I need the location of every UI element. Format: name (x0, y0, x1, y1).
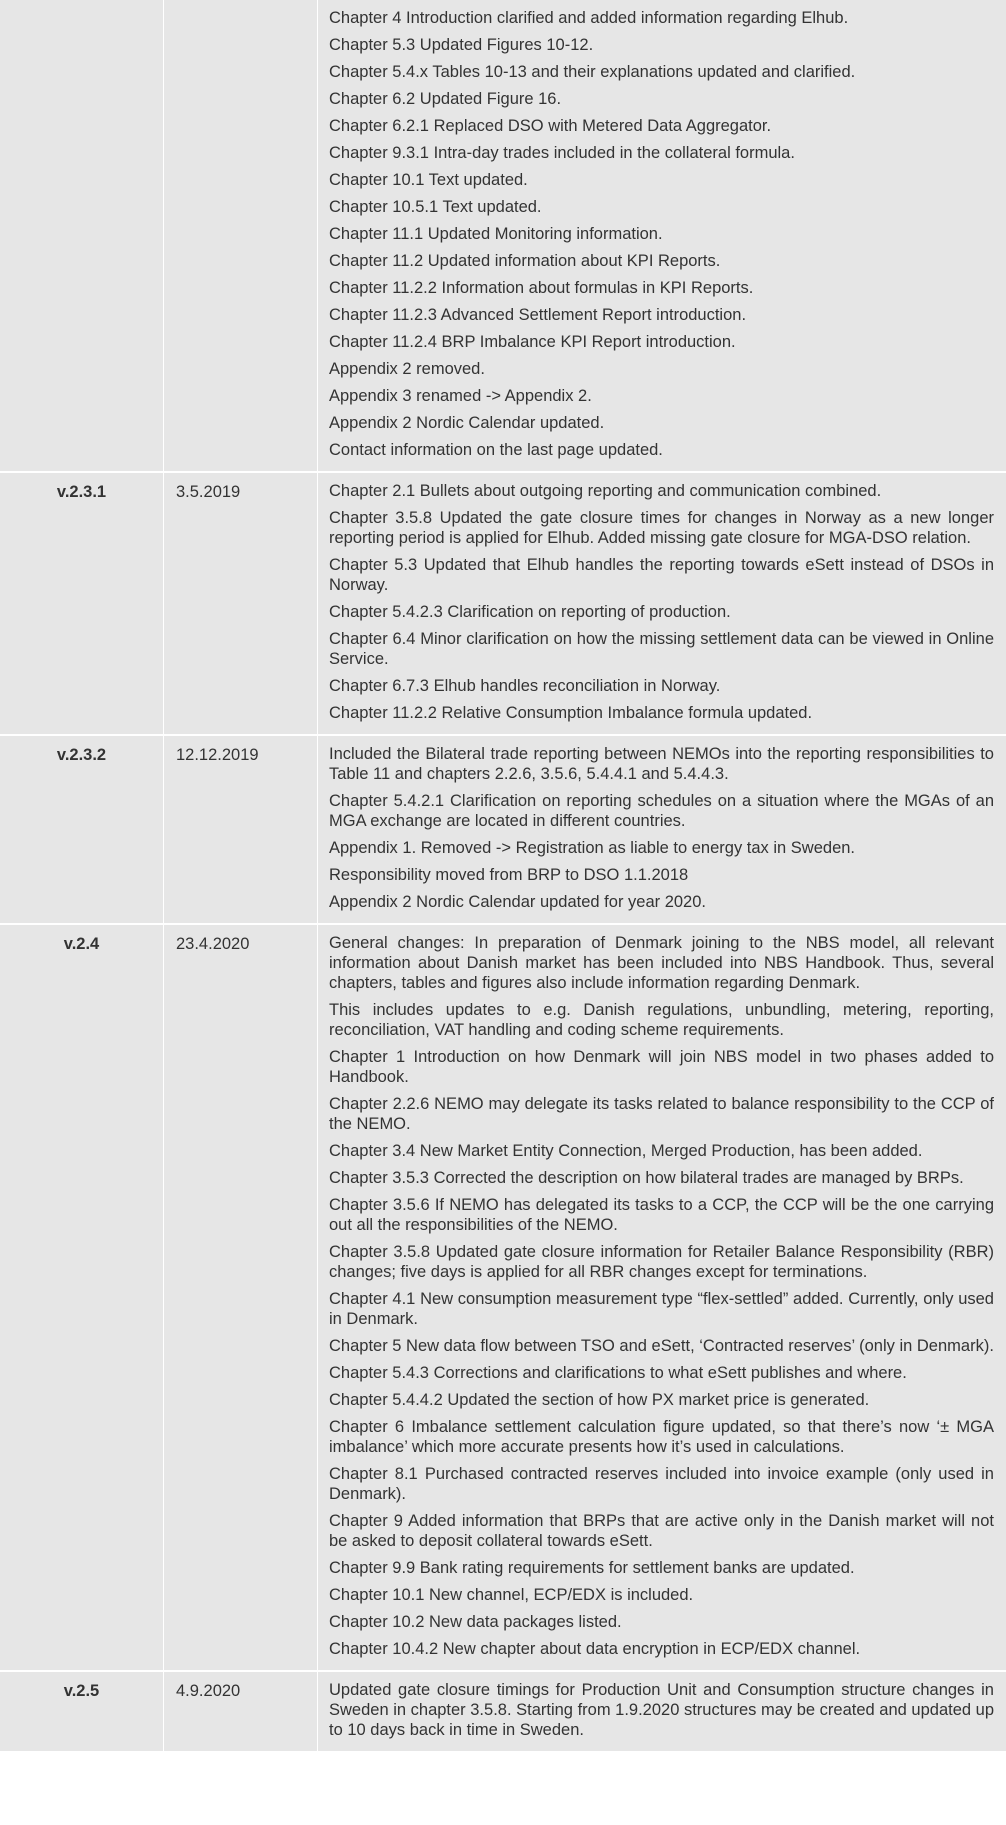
change-item: Appendix 2 removed. (329, 360, 485, 378)
change-item: Chapter 4.1 New consumption measurement type “flex-settled” added. Currently, only used in Denmark. (329, 1290, 994, 1328)
date-cell: 12.12.2019 (164, 736, 318, 923)
change-item: Chapter 6 Imbalance settlement calculation figure updated, so that there’s now ‘± MGA imbalance’ which more accurate presents how it’s used in calculations. (329, 1418, 994, 1456)
change-item: Chapter 10.1 New channel, ECP/EDX is included. (329, 1586, 694, 1604)
change-item: Chapter 6.4 Minor clarification on how the missing settlement data can be viewed in Online Service. (329, 630, 994, 668)
change-item: Appendix 2 Nordic Calendar updated. (329, 414, 605, 432)
version-cell: v.2.3.2 (0, 736, 164, 923)
version-cell: v.2.4 (0, 925, 164, 1670)
change-item: Chapter 3.5.8 Updated the gate closure times for changes in Norway as a new longer reporting period is applied for Elhub. Added missing gate closure for MGA-DSO relation. (329, 509, 994, 547)
change-item: Chapter 5.4.4.2 Updated the section of how PX market price is generated. (329, 1391, 870, 1409)
change-item: Chapter 2.1 Bullets about outgoing reporting and communication combined. (329, 482, 882, 500)
change-item: Chapter 10.2 New data packages listed. (329, 1613, 622, 1631)
change-item: Chapter 5.3 Updated that Elhub handles the reporting towards eSett instead of DSOs in Norway. (329, 556, 994, 594)
date-cell: 23.4.2020 (164, 925, 318, 1670)
change-item: Chapter 6.2.1 Replaced DSO with Metered Data Aggregator. (329, 117, 772, 135)
change-item: Chapter 1 Introduction on how Denmark will join NBS model in two phases added to Handbook. (329, 1048, 994, 1086)
change-item: Chapter 11.1 Updated Monitoring information. (329, 225, 663, 243)
change-item: Chapter 11.2.2 Information about formulas in KPI Reports. (329, 279, 754, 297)
version-cell: v.2.5 (0, 1672, 164, 1751)
change-item: Chapter 3.5.8 Updated gate closure information for Retailer Balance Responsibility (RBR) changes; five days is applied for all RBR changes except for terminations. (329, 1243, 994, 1281)
change-item: Chapter 6.7.3 Elhub handles reconciliation in Norway. (329, 677, 721, 695)
change-item: Chapter 11.2.4 BRP Imbalance KPI Report introduction. (329, 333, 736, 351)
change-item: Chapter 9.3.1 Intra-day trades included in the collateral formula. (329, 144, 795, 162)
change-item: Chapter 8.1 Purchased contracted reserves included into invoice example (only used in Denmark). (329, 1465, 994, 1503)
description-cell (318, 925, 1006, 1670)
date-cell (164, 0, 318, 471)
change-item: Chapter 5.4.2.1 Clarification on reporting schedules on a situation where the MGAs of an MGA exchange are located in different countries. (329, 792, 994, 830)
date-cell: 4.9.2020 (164, 1672, 318, 1751)
change-item: Contact information on the last page updated. (329, 441, 663, 459)
change-item: Appendix 1. Removed -> Registration as liable to energy tax in Sweden. (329, 839, 856, 857)
change-item: Chapter 3.5.6 If NEMO has delegated its tasks to a CCP, the CCP will be the one carrying out all the responsibilities of the NEMO. (329, 1196, 994, 1234)
change-item: Chapter 9 Added information that BRPs that are active only in the Danish market will not be asked to deposit collateral towards eSett. (329, 1512, 994, 1550)
description-cell (318, 0, 1006, 471)
table-row (0, 736, 1006, 925)
change-item: Chapter 6.2 Updated Figure 16. (329, 90, 562, 108)
version-cell: v.2.3.1 (0, 473, 164, 734)
change-item: Chapter 5 New data flow between TSO and eSett, ‘Contracted reserves’ (only in Denmark). (329, 1337, 994, 1355)
change-item: Chapter 5.4.x Tables 10-13 and their explanations updated and clarified. (329, 63, 856, 81)
change-item: General changes: In preparation of Denmark joining to the NBS model, all relevant information about Danish market has been included into NBS Handbook. Thus, several chapters, tables and figures also include information regarding Denmark. (329, 934, 994, 992)
change-item: Chapter 5.4.2.3 Clarification on reporting of production. (329, 603, 731, 621)
change-item: Included the Bilateral trade reporting between NEMOs into the reporting responsibilities to Table 11 and chapters 2.2.6, 3.5.6, 5.4.4.1 and 5.4.4.3. (329, 745, 994, 783)
change-item: Chapter 5.4.3 Corrections and clarifications to what eSett publishes and where. (329, 1364, 907, 1382)
change-item: This includes updates to e.g. Danish regulations, unbundling, metering, reporting, reconciliation, VAT handling and coding scheme requirements. (329, 1001, 994, 1039)
change-item: Chapter 9.9 Bank rating requirements for settlement banks are updated. (329, 1559, 855, 1577)
change-item: Updated gate closure timings for Production Unit and Consumption structure changes in Sweden in chapter 3.5.8. Starting from 1.9.2020 structures may be created and updated up to 10 days back in time in Sweden. (329, 1681, 994, 1739)
version-cell (0, 0, 164, 471)
change-item: Chapter 5.3 Updated Figures 10-12. (329, 36, 594, 54)
description-cell (318, 736, 1006, 923)
table-row (0, 925, 1006, 1672)
change-item: Responsibility moved from BRP to DSO 1.1.2018 (329, 866, 689, 884)
change-item: Chapter 10.4.2 New chapter about data encryption in ECP/EDX channel. (329, 1640, 861, 1658)
description-cell (318, 1672, 1006, 1751)
change-item: Chapter 3.4 New Market Entity Connection, Merged Production, has been added. (329, 1142, 923, 1160)
change-item: Chapter 10.5.1 Text updated. (329, 198, 542, 216)
change-item: Chapter 4 Introduction clarified and added information regarding Elhub. (329, 9, 849, 27)
description-cell (318, 473, 1006, 734)
change-item: Chapter 3.5.3 Corrected the description on how bilateral trades are managed by BRPs. (329, 1169, 964, 1187)
change-item: Appendix 2 Nordic Calendar updated for year 2020. (329, 893, 706, 911)
change-item: Chapter 11.2.2 Relative Consumption Imbalance formula updated. (329, 704, 813, 722)
table-row (0, 473, 1006, 736)
change-item: Chapter 2.2.6 NEMO may delegate its tasks related to balance responsibility to the CCP of the NEMO. (329, 1095, 994, 1133)
table-row (0, 0, 1006, 473)
change-item: Chapter 11.2 Updated information about KPI Reports. (329, 252, 721, 270)
change-item: Appendix 3 renamed -> Appendix 2. (329, 387, 592, 405)
table-row (0, 1672, 1006, 1753)
change-item: Chapter 11.2.3 Advanced Settlement Report introduction. (329, 306, 747, 324)
date-cell: 3.5.2019 (164, 473, 318, 734)
change-item: Chapter 10.1 Text updated. (329, 171, 528, 189)
